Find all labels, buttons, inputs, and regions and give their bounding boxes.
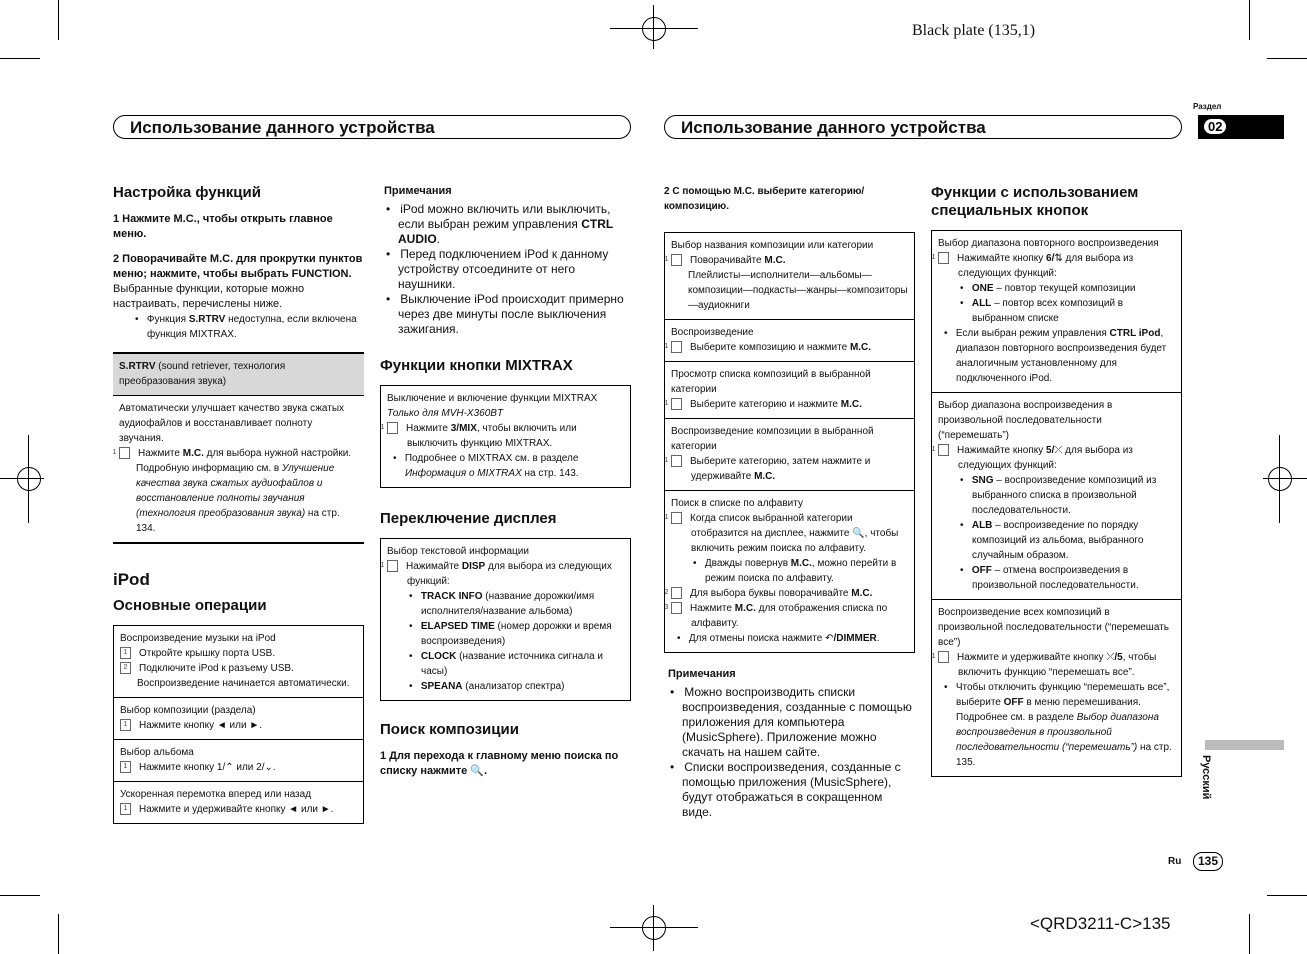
crop-mark: [58, 914, 59, 954]
registration-mark: [1268, 467, 1292, 491]
section-title: Функции кнопки MIXTRAX: [380, 357, 573, 374]
registration-line: [653, 905, 654, 951]
step: 1 Нажмите M.C., чтобы открыть главное меню.: [113, 213, 333, 240]
table-header: S.RTRV (sound retriever, технология преобразования звука): [113, 354, 364, 396]
step: 2 Поворачивайте M.C. для прокрутки пунктов меню; нажмите, чтобы выбрать FUNCTION.: [113, 253, 363, 280]
table-row: Воспроизведение всех композиций в произвольной последовательности (“перемешать все”) 1 Нажмите и удерживайте кнопку ⤬/5, чтобы включить функцию “перемешать все”. • Чтобы отключить функцию “перемешать все”, выберите OFF в меню перемешивания. Подробнее см. в разделе Выбор диапазона воспроизведения в произвольной последовательности (“перемешать”) на стр. 135.: [931, 607, 1172, 768]
table-row: Ускоренная перемотка вперед или назад 1 Нажмите и удерживайте кнопку ◄ или ►.: [120, 789, 334, 815]
mixtrax-table: [380, 385, 631, 488]
section-tab: [1198, 115, 1284, 139]
crop-mark: [1249, 914, 1250, 954]
table-row: Выключение и включение функции MIXTRAX Только для MVH-X360BT 1 Нажмите 3/MIX, чтобы включить или выключить функцию MIXTRAX. • Подробнее о MIXTRAX см. в разделе Информация о MIXTRAX на стр. 143.: [380, 393, 598, 479]
crop-mark: [1249, 0, 1250, 40]
registration-line: [0, 478, 44, 479]
table-row: Просмотр списка композиций в выбранной категории 1 Выберите категорию и нажмите M.C.: [665, 362, 914, 419]
repeat-icon: ⇅: [1054, 253, 1063, 264]
ipod-ops-table: [113, 625, 364, 824]
column-2: [380, 184, 631, 789]
browse-table: [664, 232, 915, 653]
table-row: Выбор композиции (раздела) 1 Нажмите кнопку ◄ или ►.: [114, 698, 363, 740]
crop-mark: [1267, 895, 1307, 896]
table-row: Выбор названия композиции или категории 1 Поворачивайте M.C. Плейлисты—исполнители—альбомы—композиции—подкасты—жанры—композиторы—аудиокниги: [665, 233, 914, 320]
page-number: 135: [1193, 852, 1223, 871]
table-row: Автоматически улучшает качество звука сжатых аудиофайлов и восстанавливает полноту звучания. 1 Нажмите M.C. для выбора нужной настройки. Подробную информацию см. в Улучшение качества звука сжатых аудиофайлов и восстановление полноты звучания (технология преобразования звука) на стр. 134.: [112, 403, 352, 534]
crop-mark: [0, 895, 40, 896]
note-item: • Выключение iPod происходит примерно через две минуты после выключения зажигания.: [386, 292, 624, 336]
crop-mark: [58, 0, 59, 40]
section-label: Раздел: [1193, 102, 1222, 111]
table-row: Выбор текстовой информации 1 Нажимайте DISP для выбора из следующих функций: • TRACK INFO (название дорожки/имя исполнителя/название альбома) • ELAPSED TIME (номер дорожки и время воспроизведения) • CLOCK (название источника сигнала и часы) • SPEANA (анализатор спектра): [380, 546, 612, 692]
registration-line: [653, 5, 654, 49]
column-1: [113, 184, 364, 824]
note-item: • iPod можно включить или выключить, если выбран режим управления CTRL AUDIO.: [386, 202, 613, 246]
note-item: • Списки воспроизведения, созданные с помощью приложения (MusicSphere), будут отображаться в сокращенном виде.: [670, 760, 901, 819]
return-icon: ↶: [825, 633, 834, 644]
step: 1 Для перехода к главному меню поиска по списку нажмите 🔍.: [380, 750, 619, 777]
registration-mark: [17, 467, 41, 491]
cross-ref-link[interactable]: Информация о MIXTRAX: [405, 468, 522, 479]
table-row: Выбор альбома 1 Нажмите кнопку 1/⌃ или 2/⌄.: [114, 740, 363, 782]
table-row: Выбор диапазона воспроизведения в произвольной последовательности (“перемешать”) 1 Нажимайте кнопку 5/⤬ для выбора из следующих функций: • SNG – воспроизведение композиций из выбранного списка в произвольной последовательности. • ALB – воспроизведение по порядку композиций из альбома, выбранного случайным образом. • OFF – отмена воспроизведения в произвольной последовательности.: [932, 393, 1181, 600]
plate-label: Black plate (135,1): [912, 22, 1036, 39]
registration-mark: [642, 916, 666, 940]
language-label: Русский: [1200, 755, 1212, 800]
note-item: • Можно воспроизводить списки воспроизведения, созданные с помощью приложения для компьютера (MusicSphere). Приложение можно скачать на нашем сайте.: [670, 685, 912, 759]
table-row: Воспроизведение композиции в выбранной категории 1 Выберите категорию, затем нажмите и удерживайте M.C.: [665, 419, 914, 491]
crop-mark: [1267, 58, 1307, 59]
table-row: Выбор диапазона повторного воспроизведения 1 Нажимайте кнопку 6/⇅ для выбора из следующих функций: • ONE – повтор текущей композиции • ALL – повтор всех композиций в выбранном списке • Если выбран режим управления CTRL iPod, диапазон повторного воспроизведения будет аналогичным установленному для подключенного iPod.: [932, 231, 1181, 393]
table-row: Воспроизведение музыки на iPod 1 Откройте крышку порта USB. 2 Подключите iPod к разъему USB. Воспроизведение начинается автоматически.: [114, 626, 363, 698]
header-right: Использование данного устройства: [664, 115, 1182, 139]
notes-title: Примечания: [668, 668, 736, 680]
language-bar: [1205, 740, 1284, 750]
section-title: Функции с использованием специальных кнопок: [931, 184, 1139, 219]
shuffle-icon: ⤬: [1106, 652, 1115, 663]
paragraph: Выбранные функции, которые можно настраивать, перечислены ниже.: [113, 283, 305, 310]
note-item: • Перед подключением iPod к данному устройству отсоедините от него наушники.: [386, 247, 609, 291]
page-lang: Ru: [1168, 856, 1182, 867]
section-number: 02: [1204, 119, 1226, 134]
special-buttons-table: [931, 230, 1182, 777]
bullet: • Функция S.RTRV недоступна, если включена функция MIXTRAX.: [135, 314, 357, 340]
crop-mark: [0, 58, 40, 59]
section-title: Настройка функций: [113, 184, 261, 201]
registration-mark: [642, 17, 666, 41]
cross-ref-link[interactable]: Выбор диапазона воспроизведения в произвольной последовательности (“перемешать”): [956, 712, 1159, 753]
column-3: [664, 184, 915, 820]
shuffle-icon: ⤬: [1054, 445, 1063, 456]
search-icon: 🔍: [852, 528, 865, 539]
section-title: Поиск композиции: [380, 721, 519, 738]
registration-line: [610, 927, 698, 928]
notes-title: Примечания: [384, 185, 452, 197]
registration-line: [1279, 435, 1280, 523]
footer-code: <QRD3211-C>135: [1030, 914, 1171, 933]
table-row: Поиск в списке по алфавиту 1 Когда список выбранной категории отобразится на дисплее, нажмите 🔍, чтобы включить режим поиска по алфавиту. • Дважды повернув M.C., можно перейти в режим поиска по алфавиту. 2 Для выбора буквы поворачивайте M.C. 3 Нажмите M.C. для отображения списка по алфавиту. • Для отмены поиска нажмите ↶/DIMMER.: [664, 498, 899, 644]
table-row: Воспроизведение 1 Выберите композицию и нажмите M.C.: [665, 320, 914, 362]
section-title: iPod: [113, 570, 150, 589]
search-icon: 🔍: [470, 765, 485, 777]
column-4: [931, 184, 1182, 777]
section-title: Основные операции: [113, 597, 267, 614]
registration-line: [28, 435, 29, 523]
srtrv-table: [113, 352, 364, 544]
registration-line: [610, 28, 698, 29]
registration-line: [1263, 478, 1307, 479]
section-title: Переключение дисплея: [380, 510, 557, 527]
header-left: Использование данного устройства: [113, 115, 631, 139]
step: 2 С помощью M.C. выберите категорию/композицию.: [664, 186, 865, 212]
cross-ref-link[interactable]: Улучшение качества звука сжатых аудиофайлов и восстановление полноты звучания (технология преобразования звука): [136, 463, 335, 519]
display-table: [380, 538, 631, 701]
